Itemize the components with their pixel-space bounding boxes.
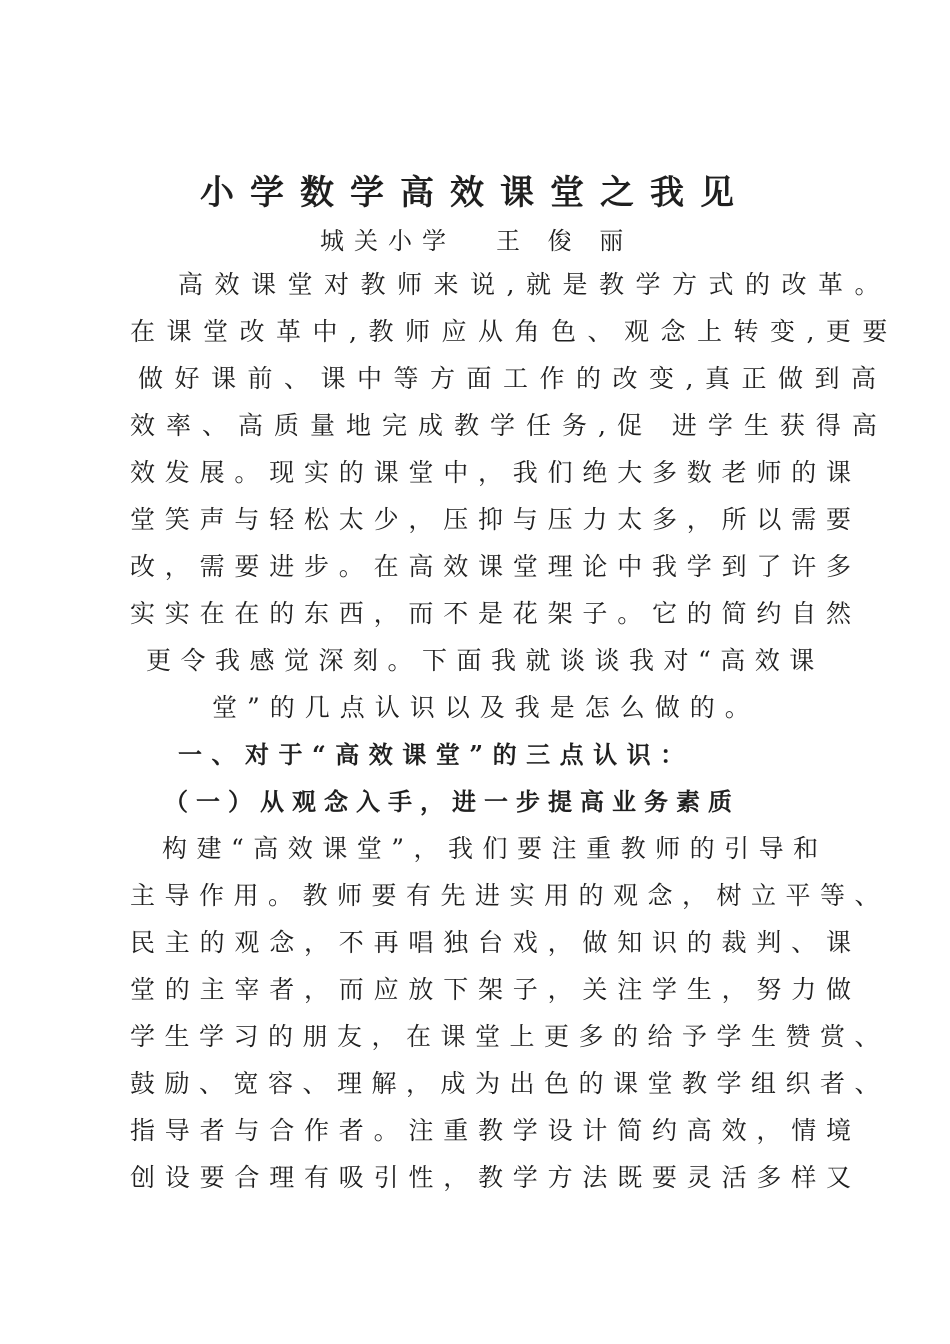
intro-line-2: 在课堂改革中,教师应从角色、观念上转变,更要	[130, 317, 899, 346]
body-line-8: 创设要合理有吸引性，教学方法既要灵活多样又	[130, 1163, 861, 1192]
author-school: 城关小学	[320, 227, 456, 255]
body-line-6: 鼓励、宽容、理解，成为出色的课堂教学组织者、	[130, 1069, 890, 1098]
body-line-4: 堂的主宰者，而应放下架子，关注学生，努力做	[130, 975, 861, 1004]
intro-line-1: 高效课堂对教师来说,就是教学方式的改革。	[178, 270, 891, 299]
intro-line-5: 效发展。现实的课堂中，我们绝大多数老师的课	[130, 458, 861, 487]
intro-line-6: 堂笑声与轻松太少，压抑与压力太多，所以需要	[130, 505, 861, 534]
author-name: 王 俊 丽	[496, 227, 634, 255]
intro-line-7: 改，需要进步。在高效课堂理论中我学到了许多	[130, 552, 861, 581]
intro-line-8: 实实在在的东西，而不是花架子。它的简约自然	[130, 599, 861, 628]
intro-line-10: 堂”的几点认识以及我是怎么做的。	[212, 693, 760, 722]
intro-line-3: 做好课前、课中等方面工作的改变,真正做到高	[138, 364, 888, 393]
subsection-heading-1: （一）从观念入手，进一步提高业务素质	[164, 787, 740, 816]
body-line-1: 构建“高效课堂”，我们要注重教师的引导和	[162, 834, 828, 863]
page-title: 小学数学高效课堂之我见	[200, 173, 750, 213]
author-line	[320, 224, 633, 258]
body-line-5: 学生学习的朋友，在课堂上更多的给予学生赞赏、	[130, 1022, 890, 1051]
body-line-3: 民主的观念，不再唱独台戏，做知识的裁判、课	[130, 928, 861, 957]
section-heading-1: 一、对于“高效课堂”的三点认识：	[178, 740, 694, 769]
body-line-7: 指导者与合作者。注重教学设计简约高效，情境	[130, 1116, 861, 1145]
body-line-2: 主导作用。教师要有先进实用的观念，树立平等、	[130, 881, 890, 910]
intro-line-4: 效率、高质量地完成教学任务,促 进学生获得高	[130, 411, 888, 440]
intro-line-9: 更令我感觉深刻。下面我就谈谈我对“高效课	[146, 646, 824, 675]
